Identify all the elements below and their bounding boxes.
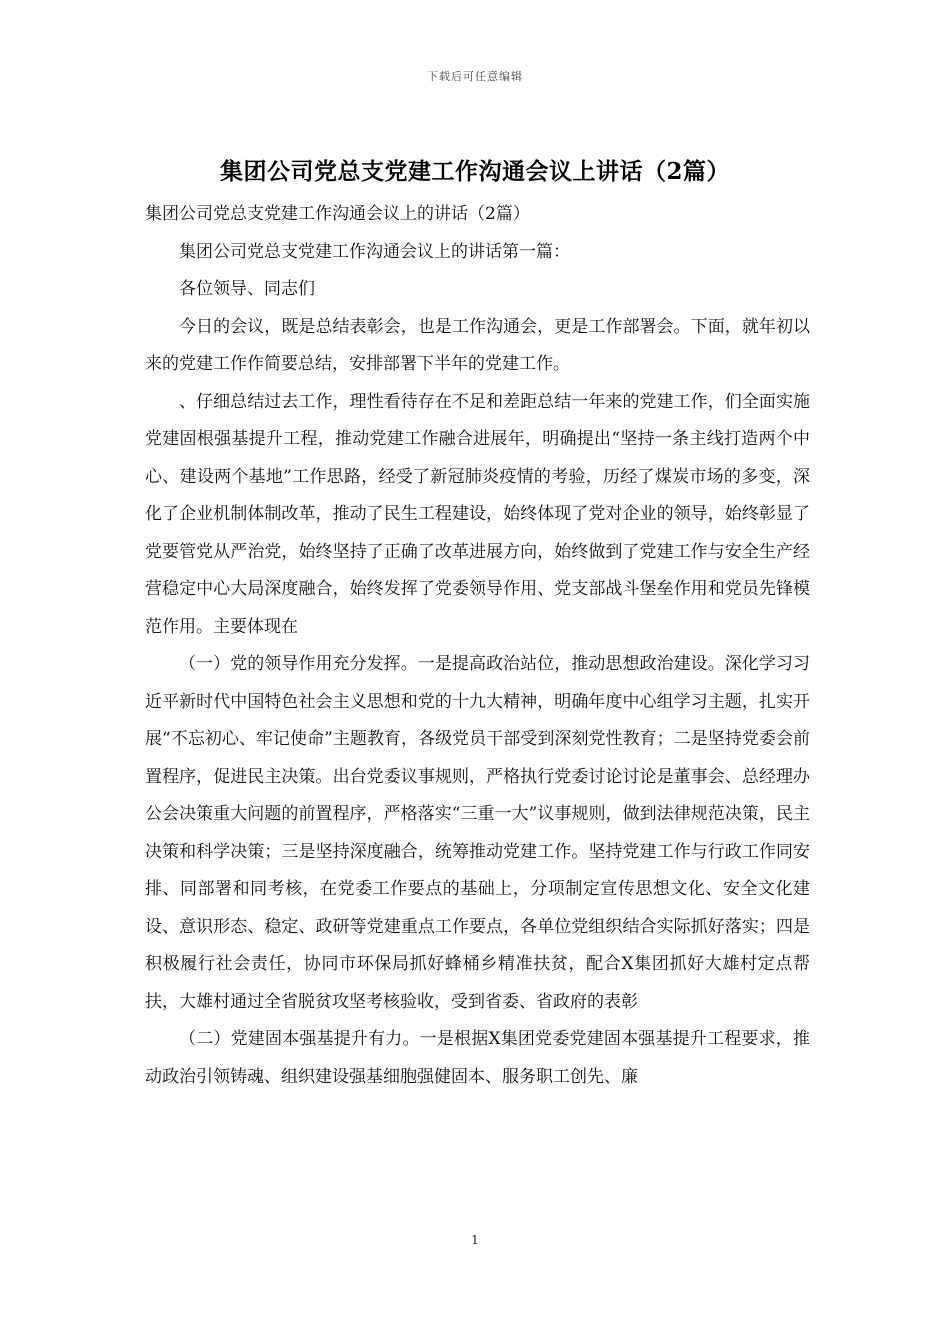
page-header: 下载后可任意编辑 bbox=[427, 70, 523, 83]
page-number: 1 bbox=[471, 1233, 479, 1247]
document-title: 集团公司党总支党建工作沟通会议上讲话（2篇） bbox=[219, 158, 730, 185]
paragraph-salutation: 各位领导、同志们 bbox=[179, 279, 315, 299]
document-body bbox=[145, 196, 810, 1096]
paragraph-intro: 今日的会议，既是总结表彰会，也是工作沟通会，更是工作部署会。下面，就年初以来的党建工作作简要总结，安排部署下半年的党建工作。 bbox=[145, 316, 810, 374]
paragraph-section-one: （一）党的领导作用充分发挥。一是提高政治站位，推动思想政治建设。深化学习习近平新时代中国特色社会主义思想和党的十九大精神，明确年度中心组学习主题，扎实开展“不忘初心、牢记使命”主题教育，各级党员干部受到深刻党性教育；二是坚持党委会前置程序，促进民主决策。出台党委议事规则，严格执行党委讨论讨论是董事会、总经理办公会决策重大问题的前置程序，严格落实“三重一大”议事规则，做到法律规范决策，民主决策和科学决策；三是坚持深度融合，统筹推动党建工作。坚持党建工作与行政工作同安排、同部署和同考核，在党委工作要点的基础上，分项制定宣传思想文化、安全文化建设、意识形态、稳定、政研等党建重点工作要点，各单位党组织结合实际抓好落实；四是积极履行社会责任，协同市环保局抓好蜂桶乡精准扶贫，配合X集团抓好大雄村定点帮扶，大雄村通过全省脱贫攻坚考核验收，受到省委、省政府的表彰 bbox=[145, 654, 810, 1012]
paragraph-summary: 、仔细总结过去工作，理性看待存在不足和差距总结一年来的党建工作，们全面实施党建固根强基提升工程，推动党建工作融合进展年，明确提出“坚持一条主线打造两个中心、建设两个基地”工作思路，经受了新冠肺炎疫情的考验，历经了煤炭市场的多变，深化了企业机制体制改革，推动了民生工程建设，始终体现了党对企业的领导，始终彰显了党要管党从严治党，始终坚持了正确了改革进展方向，始终做到了党建工作与安全生产经营稳定中心大局深度融合，始终发挥了党委领导作用、党支部战斗堡垒作用和党员先锋模范作用。主要体现在 bbox=[145, 391, 810, 637]
paragraph-section-two: （二）党建固本强基提升有力。一是根据X集团党委党建固本强基提升工程要求，推动政治引领铸魂、组织建设强基细胞强健固本、服务职工创先、廉 bbox=[145, 1029, 810, 1087]
paragraph-subtitle: 集团公司党总支党建工作沟通会议上的讲话（2篇） bbox=[145, 204, 530, 224]
paragraph-first-speech-heading: 集团公司党总支党建工作沟通会议上的讲话第一篇： bbox=[179, 241, 570, 262]
